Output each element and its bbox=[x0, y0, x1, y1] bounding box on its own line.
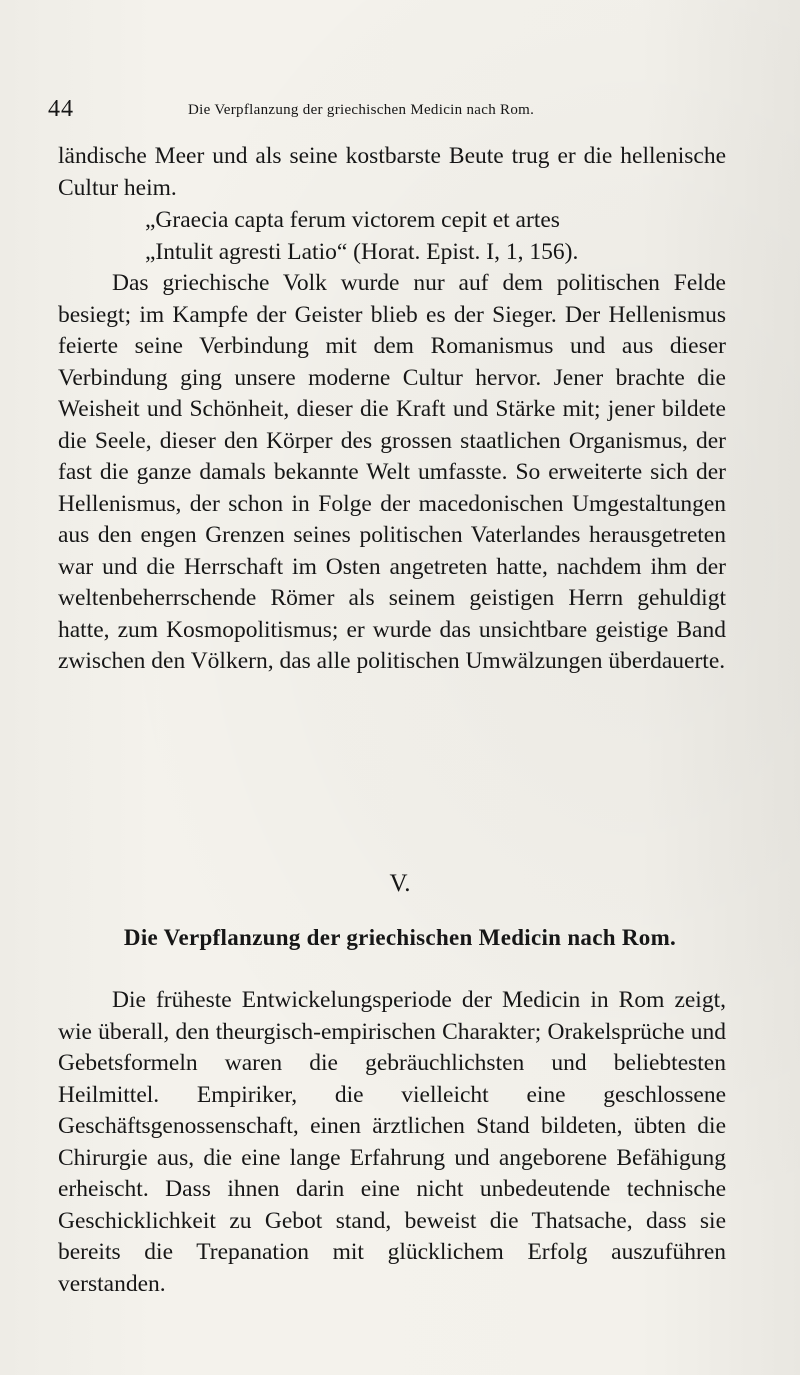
section-number: V. bbox=[389, 870, 411, 897]
paragraph-text: Das griechische Volk wurde nur auf dem politischen Felde besiegt; im Kampfe der Geister blieb es der Sieger. Der Hellenismus feierte seine Verbindung mit dem Romanismus und aus dieser Verbindung ging unsere moderne Cultur hervor. Jener brachte die Weisheit und Schönheit, dieser die Kraft und Stärke mit; jener bildete die Seele, dieser den Körper des grossen staatlichen Organismus, der fast die ganze damals bekannte Welt umfasste. So erweiterte sich der Hellenismus, der schon in Folge der macedonischen Umgestaltungen aus den engen Grenzen seines politischen Vaterlandes herausgetreten war und die Herrschaft im Osten angetreten hatte, nachdem ihm der weltenbeherrschende Römer als seinem geistigen Herrn gehuldigt hatte, zum Kosmopolitismus; er wurde das unsichtbare geistige Band zwischen den Völkern, das alle politischen Umwälzungen überdauerte. bbox=[58, 270, 726, 674]
horace-quotation bbox=[145, 205, 578, 268]
paragraph-text: Die früheste Entwickelungsperiode der Medicin in Rom zeigt, wie überall, den theurgisch-empirischen Charakter; Orakelsprüche und Gebetsformeln waren die gebräuchlichsten und beliebtesten Heilmittel. Empiriker, die vielleicht eine geschlossene Geschäftsgenossenschaft, einen ärztlichen Stand bildeten, übten die Chirurgie aus, die eine lange Erfahrung und angeborene Befähigung erheischt. Dass ihnen darin eine nicht unbedeutende technische Geschicklichkeit zu Gebot stand, beweist die Thatsache, dass sie bereits die Trepanation mit glücklichem Erfolg auszuführen verstanden. bbox=[58, 987, 726, 1297]
paragraph-text: ländische Meer und als seine kostbarste Beute trug er die hellenische Cultur heim. bbox=[58, 143, 726, 201]
continuation-paragraph bbox=[58, 141, 726, 204]
section-body-paragraph bbox=[58, 985, 726, 1300]
hellenism-paragraph bbox=[58, 268, 726, 678]
page-number: 44 bbox=[48, 96, 74, 122]
running-header bbox=[48, 96, 768, 126]
section-title: Die Verpflanzung der griechischen Medicin nach Rom. bbox=[123, 925, 677, 950]
running-title: Die Verpflanzung der griechischen Medicin nach Rom. bbox=[188, 102, 535, 118]
quote-line-1: „Graecia capta ferum victorem cepit et artes bbox=[145, 207, 560, 233]
quote-line-2: „Intulit agresti Latio“ (Horat. Epist. I, 1, 156). bbox=[145, 238, 579, 265]
